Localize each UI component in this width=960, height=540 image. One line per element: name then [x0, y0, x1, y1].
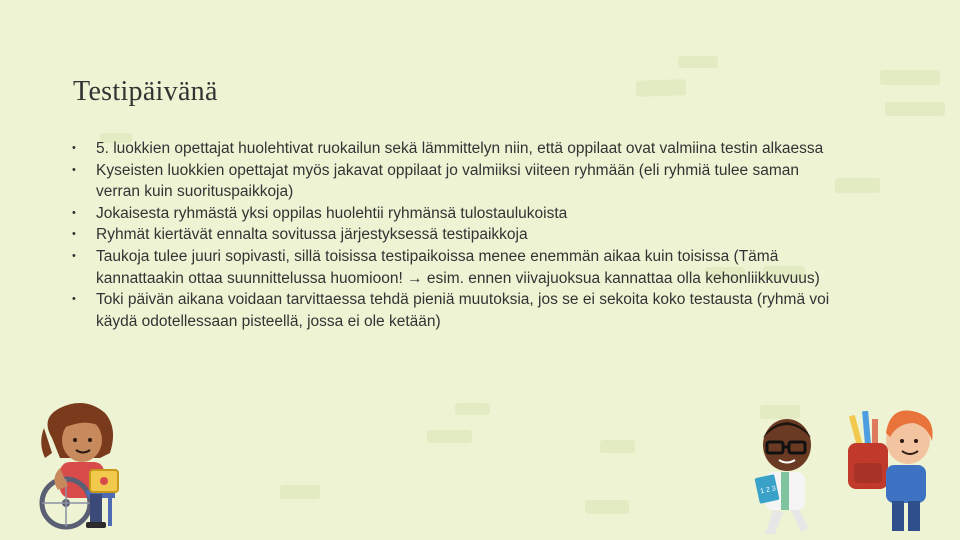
- bullet-dot: •: [72, 163, 76, 176]
- bullet-text: Toki päivän aikana voidaan tarvittaessa tehdä pieniä muutoksia, jos se ei sekoita koko testausta (ryhmä voi käydä odotellessaan pisteellä, jossa ei ole ketään): [96, 291, 830, 330]
- girl-wheelchair-illustration: [30, 398, 130, 533]
- bullet-dot: •: [72, 249, 76, 262]
- slide-title: Testipäivänä: [73, 76, 218, 107]
- bullet-dot: •: [72, 293, 76, 306]
- chalk-mark: [455, 403, 490, 415]
- boy-backpack-illustration: [840, 405, 945, 537]
- chalk-mark: [600, 440, 635, 453]
- book-cover-text: 1 2 3: [759, 485, 777, 496]
- bullet-text: Jokaisesta ryhmästä yksi oppilas huolehtii ryhmänsä tulostaulukoista: [96, 204, 568, 222]
- chalk-mark: [885, 102, 945, 116]
- chalk-mark: [280, 485, 320, 499]
- bullet-list: [72, 138, 832, 332]
- bullet-item: [72, 160, 832, 203]
- boy-glasses-illustration: [745, 410, 825, 538]
- chalk-mark: [678, 56, 718, 68]
- bullet-text: Taukoja tulee juuri sopivasti, sillä toisissa testipaikoissa menee enemmän aikaa kuin toisissa (Tämä kannattaakin ottaa suunnittelussa huomioon! → esim. ennen viivajuoksua kannattaa olla kehonliikkuvuus): [96, 247, 820, 287]
- bullet-text: Ryhmät kiertävät ennalta sovitussa järjestyksessä testipaikkoja: [96, 226, 528, 244]
- chalk-mark: [585, 500, 629, 514]
- bullet-dot: •: [72, 142, 76, 154]
- chalk-mark: [880, 70, 940, 85]
- bullet-item: [72, 203, 832, 225]
- chalk-mark: [427, 430, 472, 443]
- bullet-item: [72, 138, 832, 160]
- bullet-text: Kyseisten luokkien opettajat myös jakavat oppilaat jo valmiiksi viiteen ryhmään (eli ryhmiä tulee saman verran kuin suorituspaikkoja): [96, 161, 799, 201]
- bullet-dot: •: [72, 228, 76, 241]
- bullet-dot: •: [72, 206, 76, 219]
- bullet-item: [72, 246, 832, 289]
- bullet-text: 5. luokkien opettajat huolehtivat ruokailun sekä lämmittelyn niin, että oppilaat ovat valmiina testin alkaessa: [96, 140, 824, 157]
- apple-icon: [100, 477, 108, 485]
- bullet-item: [72, 289, 832, 332]
- bullet-item: [72, 224, 832, 246]
- chalk-mark: [636, 79, 687, 97]
- chalk-mark: [835, 178, 880, 193]
